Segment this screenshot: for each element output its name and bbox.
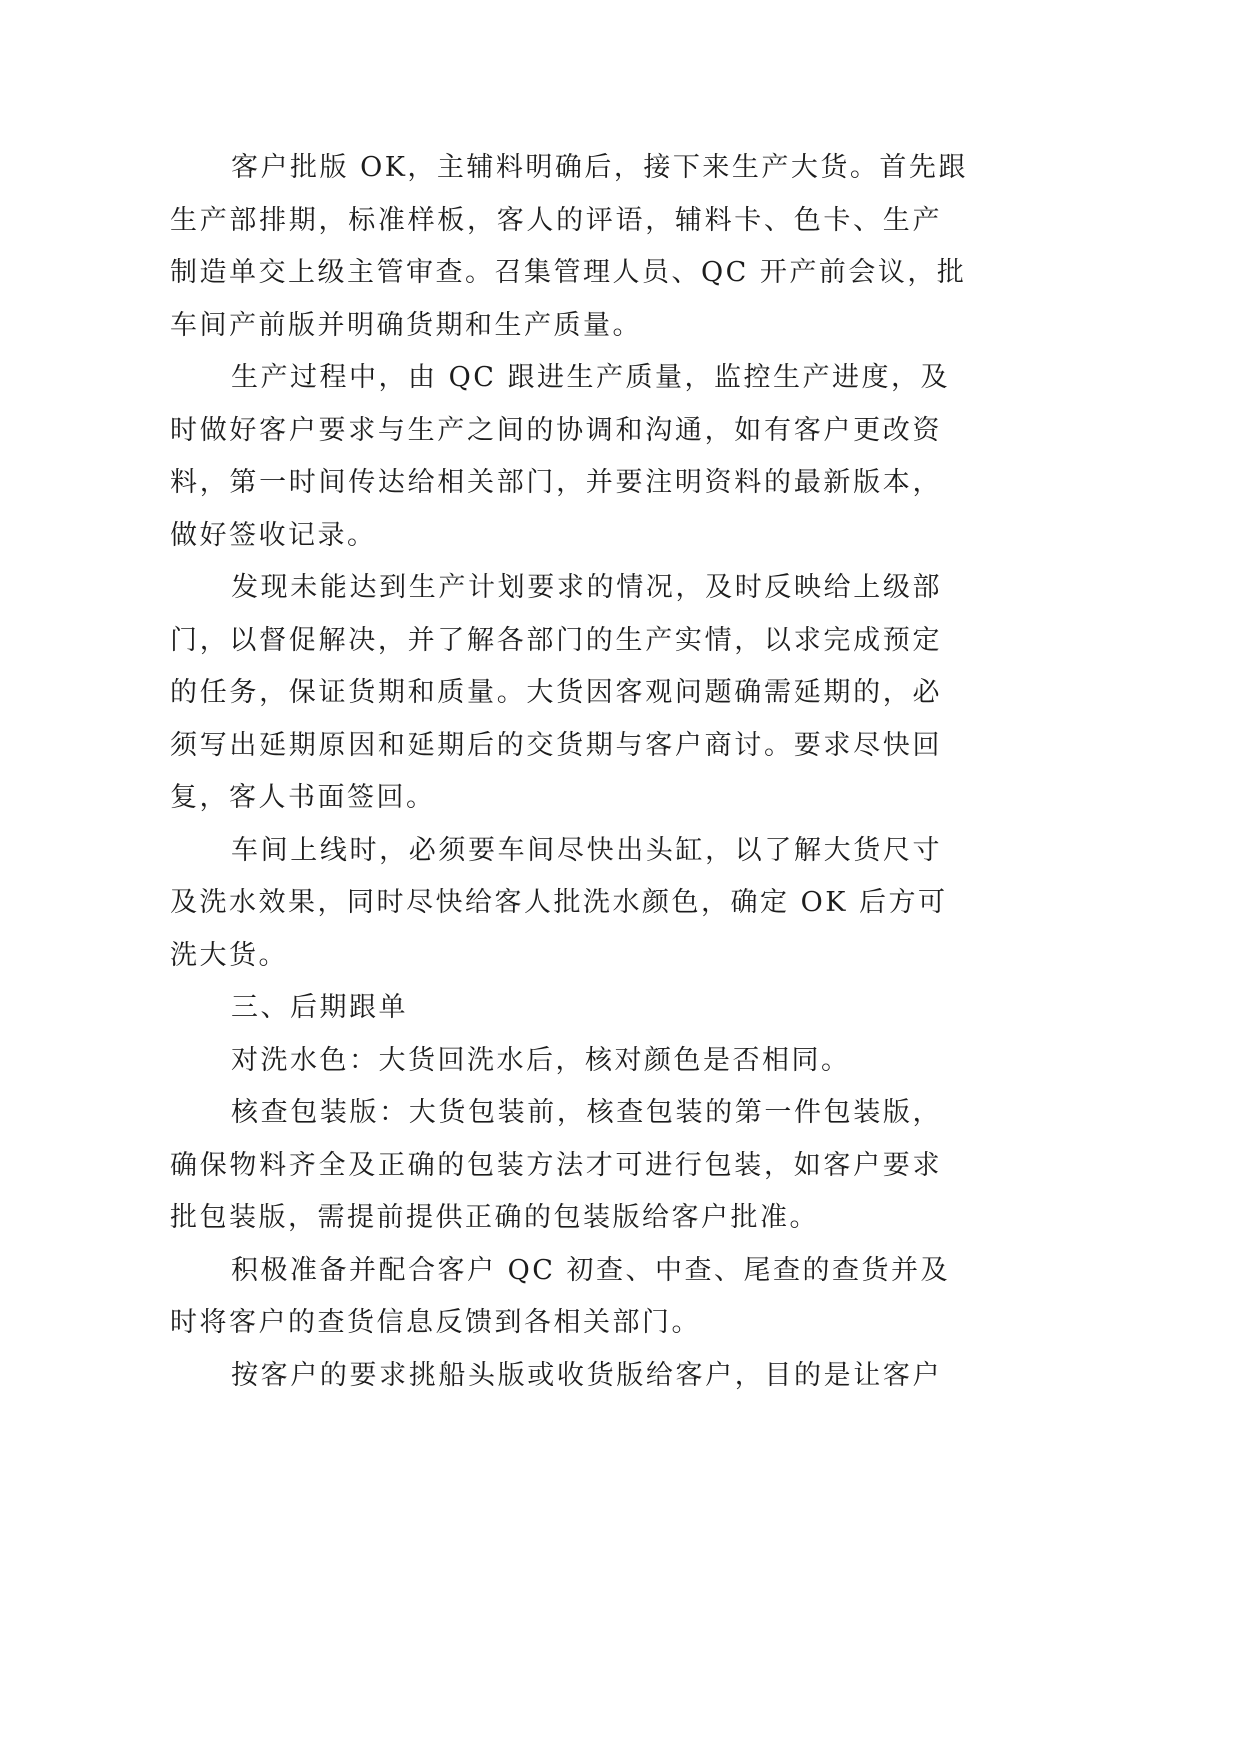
paragraph-line: 时做好客户要求与生产之间的协调和沟通，如有客户更改资 — [170, 414, 942, 446]
paragraph-line: 核查包装版：大货包装前，核查包装的第一件包装版， — [231, 1097, 942, 1128]
paragraph-line: 生产过程中，由 QC 跟进生产质量，监控生产进度，及 — [231, 362, 950, 393]
paragraph-line: 客户批版 OK，主辅料明确后，接下来生产大货。首先跟 — [231, 152, 968, 183]
section-heading: 三、后期跟单 — [231, 992, 408, 1023]
paragraph — [170, 1087, 942, 1245]
paragraph-line: 确保物料齐全及正确的包装方法才可进行包装，如客户要求 — [170, 1149, 942, 1181]
paragraph-line: 对洗水色：大货回洗水后，核对颜色是否相同。 — [231, 1044, 851, 1076]
paragraph-line: 车间上线时，必须要车间尽快出头缸，以了解大货尺寸 — [231, 834, 942, 866]
paragraph — [170, 1035, 942, 1088]
paragraph-line: 按客户的要求挑船头版或收货版给客户，目的是让客户 — [231, 1359, 942, 1391]
paragraph-line: 复，客人书面签回。 — [170, 782, 436, 813]
paragraph — [170, 562, 942, 825]
paragraph — [170, 825, 948, 983]
paragraph-line: 时将客户的查货信息反馈到各相关部门。 — [170, 1307, 701, 1338]
paragraph — [170, 352, 950, 562]
paragraph — [170, 1350, 942, 1403]
paragraph-line: 门，以督促解决，并了解各部门的生产实情，以求完成预定 — [170, 624, 942, 656]
paragraph-line: 车间产前版并明确货期和生产质量。 — [170, 309, 642, 341]
paragraph-line: 料，第一时间传达给相关部门，并要注明资料的最新版本， — [170, 467, 942, 498]
paragraph-line: 须写出延期原因和延期后的交货期与客户商讨。要求尽快回 — [170, 729, 942, 761]
paragraph-line: 及洗水效果，同时尽快给客人批洗水颜色，确定 OK 后方可 — [170, 887, 948, 918]
paragraph — [170, 1245, 950, 1350]
paragraph-line: 制造单交上级主管审查。召集管理人员、QC 开产前会议，批 — [170, 257, 967, 288]
paragraph-line: 洗大货。 — [170, 939, 288, 971]
paragraph — [170, 142, 968, 352]
paragraph-line: 批包装版，需提前提供正确的包装版给客户批准。 — [170, 1202, 819, 1233]
paragraph-line: 的任务，保证货期和质量。大货因客观问题确需延期的，必 — [170, 677, 942, 708]
document-body — [170, 142, 968, 1402]
paragraph-line: 做好签收记录。 — [170, 519, 377, 551]
paragraph-line: 积极准备并配合客户 QC 初查、中查、尾查的查货并及 — [231, 1254, 950, 1286]
paragraph-line: 生产部排期，标准样板，客人的评语，辅料卡、色卡、生产 — [170, 204, 942, 236]
paragraph-line: 发现未能达到生产计划要求的情况，及时反映给上级部 — [231, 572, 942, 603]
